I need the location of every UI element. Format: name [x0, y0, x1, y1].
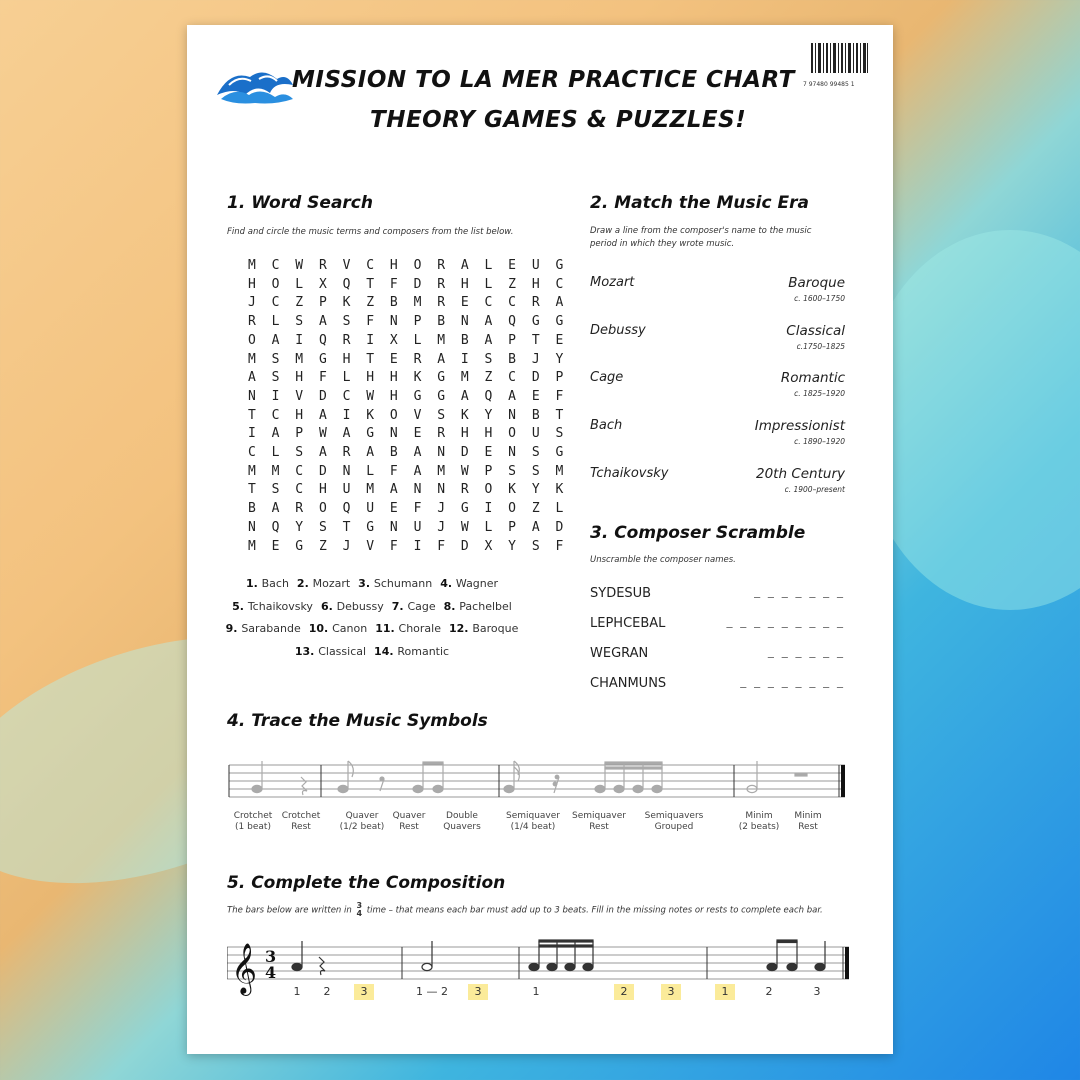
era-date: c. 1600–1750 — [794, 294, 845, 303]
beat-count: 2 — [323, 985, 331, 998]
symbol-label-line2: Quavers — [443, 822, 481, 832]
word-list-row — [207, 577, 537, 600]
symbol-label-line1: Semiquaver — [505, 811, 560, 821]
beat-count: 1 — [293, 985, 301, 998]
era-date: c.1750–1825 — [796, 341, 845, 351]
scrambled-word: LEPHCEBAL — [590, 616, 666, 631]
word-list-item — [358, 577, 432, 590]
word-text: Mozart — [312, 577, 351, 590]
word-number: 14. — [374, 645, 398, 659]
era-name[interactable]: Classical — [786, 322, 845, 339]
era-date: c. 1890–1920 — [794, 437, 845, 447]
page-title: MISSION TO LA MER PRACTICE CHART — [292, 67, 795, 93]
word-list-item — [309, 622, 367, 635]
symbol-label-line1: Minim — [794, 811, 822, 821]
barcode-icon — [811, 43, 869, 81]
beat-count: 1 — 2 — [416, 985, 448, 998]
symbol-label-line1: Semiquaver — [571, 811, 626, 821]
symbol-label-line1: Minim — [745, 811, 773, 821]
word-number: 5. — [232, 599, 248, 613]
match-era-instruction-line1: Draw a line from the composer's name to the music — [590, 226, 812, 236]
word-number: 8. — [443, 599, 460, 613]
symbol-label-line1: Double — [446, 811, 478, 821]
word-number: 9. — [225, 622, 242, 636]
scrambled-word: WEGRAN — [590, 646, 649, 661]
word-number: 10. — [308, 622, 333, 636]
beat-count: 2 — [765, 985, 773, 998]
beat-count: 3 — [813, 985, 821, 998]
answer-blanks[interactable]: _ _ _ _ _ _ _ _ _ — [726, 614, 845, 628]
symbol-label — [638, 811, 710, 833]
word-text: Classical — [318, 645, 367, 659]
word-list — [207, 577, 537, 668]
beat-count[interactable]: 3 — [468, 984, 488, 1000]
scrambled-word: SYDESUB — [590, 586, 652, 601]
time-signature-top: 3 — [356, 901, 363, 910]
answer-blanks[interactable]: _ _ _ _ _ _ — [767, 644, 845, 658]
word-text: Bach — [261, 577, 289, 590]
symbol-label — [426, 811, 498, 833]
symbol-label-line2: Rest — [798, 822, 818, 832]
symbol-label-line2: (1 beat) — [235, 822, 271, 832]
word-list-row — [207, 645, 537, 668]
section-heading-scramble: 3. Composer Scramble — [590, 523, 806, 543]
section-heading-match-era: 2. Match the Music Era — [590, 193, 809, 213]
scramble-instruction: Unscramble the composer names. — [590, 555, 736, 565]
word-text: Tchaikovsky — [247, 599, 313, 613]
background-wave — [860, 230, 1080, 610]
svg-text:𝄞: 𝄞 — [231, 943, 258, 994]
word-number: 6. — [320, 599, 337, 613]
era-name[interactable]: Impressionist — [754, 418, 845, 435]
symbol-label-line1: Crotchet — [281, 811, 321, 821]
word-list-item — [226, 622, 301, 635]
symbol-label — [563, 811, 635, 833]
word-text: Schumann — [373, 577, 433, 590]
composer-name[interactable]: Debussy — [590, 322, 646, 338]
staff-time-top: 3 — [265, 947, 277, 966]
match-era-instruction-line2: period in which they wrote music. — [590, 239, 735, 249]
era-name[interactable]: Romantic — [780, 370, 845, 387]
symbol-label-line2: Rest — [399, 822, 419, 832]
word-list-item — [440, 577, 498, 590]
word-number: 1. — [245, 577, 262, 590]
page-subtitle: THEORY GAMES & PUZZLES! — [370, 107, 747, 133]
word-number: 12. — [449, 622, 473, 636]
composer-name[interactable]: Cage — [590, 370, 624, 386]
symbol-label-line2: (1/4 beat) — [510, 822, 556, 832]
symbol-label-line1: Quaver — [392, 811, 426, 821]
word-text: Chorale — [398, 622, 441, 636]
word-text: Pachelbel — [459, 599, 512, 613]
symbol-label-line1: Crotchet — [233, 811, 273, 821]
worksheet-page — [187, 25, 893, 1054]
word-list-row — [207, 622, 537, 645]
symbol-label-line2: Grouped — [654, 822, 694, 832]
answer-blanks[interactable]: _ _ _ _ _ _ _ — [754, 584, 845, 598]
symbol-label-line2: Rest — [291, 822, 311, 832]
section-heading-composition: 5. Complete the Composition — [227, 873, 506, 893]
scrambled-word: CHANMUNS — [590, 676, 667, 691]
composer-name[interactable]: Tchaikovsky — [590, 465, 669, 481]
composer-name[interactable]: Mozart — [590, 275, 635, 290]
instruction-text-post: time – that means each bar must add up to 3 beats. Fill in the missing notes or rests to complete each bar. — [366, 905, 823, 916]
section-heading-word-search: 1. Word Search — [227, 193, 373, 213]
word-search-instruction: Find and circle the music terms and composers from the list below. — [227, 227, 514, 237]
word-list-item — [374, 645, 449, 658]
word-search-grid[interactable]: M C W R V C H O R A L E U G H O L X Q T F D R H L Z H C J C Z P K Z B M R E C C R A R L S A S F N P B N A Q G G O A I Q R I X L M B A P T E M S M G H T E R A I S B J Y A S H F L H H K G M Z C D P N I V D C W H G G A Q A E F T C H A I K O V S K Y N B T I A P W A G N E R H H O U S C L S A R A B A N D E N S G M M C D N L F A M W P S S M T S C H U M A N N R O K Y K B A R O Q U E F J G I O Z L N Q Y S T G N U J W L P A D M E G Z J V F I F D X Y S F — [248, 258, 568, 554]
beat-count[interactable]: 2 — [614, 984, 634, 1000]
word-list-item — [232, 600, 313, 613]
symbol-label — [772, 811, 844, 833]
word-number: 4. — [440, 577, 456, 590]
word-number: 2. — [296, 577, 313, 590]
symbol-label-line2: (1/2 beat) — [339, 822, 385, 832]
word-list-item — [449, 622, 518, 635]
word-number: 7. — [391, 599, 408, 613]
instruction-text-pre: The bars below are written in — [227, 905, 352, 916]
wave-logo-icon — [215, 65, 295, 107]
inline-time-signature — [356, 902, 362, 918]
word-number: 13. — [294, 645, 319, 659]
staff-time-bottom: 4 — [265, 963, 277, 982]
beat-count[interactable]: 3 — [354, 984, 374, 1000]
word-text: Canon — [332, 622, 368, 636]
era-date: c. 1900–present — [784, 484, 845, 494]
word-list-item — [297, 577, 350, 590]
trace-symbols-staff — [227, 747, 849, 807]
era-name[interactable]: 20th Century — [756, 465, 845, 482]
time-signature-bottom: 4 — [356, 909, 363, 918]
symbol-label-line2: Rest — [589, 822, 609, 832]
symbol-label-line1: Semiquavers — [644, 811, 704, 821]
word-number: 3. — [358, 577, 374, 590]
word-list-item — [392, 600, 436, 613]
era-date: c. 1825–1920 — [794, 389, 845, 399]
word-list-item — [375, 622, 441, 635]
word-list-item — [295, 645, 366, 658]
symbol-label-line2: (2 beats) — [738, 822, 780, 832]
word-text: Wagner — [455, 577, 499, 590]
answer-blanks[interactable]: _ _ _ _ _ _ _ _ — [740, 674, 845, 688]
beat-count: 1 — [532, 985, 540, 998]
composer-name[interactable]: Bach — [590, 418, 623, 434]
beat-count[interactable]: 1 — [715, 984, 735, 1000]
word-list-item — [246, 577, 289, 590]
composition-instruction — [227, 902, 823, 918]
symbol-label — [497, 811, 569, 833]
word-list-row — [207, 600, 537, 623]
word-list-item — [321, 600, 384, 613]
word-number: 11. — [375, 622, 399, 636]
beat-count[interactable]: 3 — [661, 984, 681, 1000]
era-name[interactable]: Baroque — [788, 275, 845, 291]
word-list-item — [444, 600, 512, 613]
section-heading-trace-symbols: 4. Trace the Music Symbols — [227, 711, 488, 731]
word-text: Romantic — [397, 645, 450, 659]
symbol-label-line1: Quaver — [345, 811, 379, 821]
word-text: Debussy — [336, 599, 384, 613]
word-text: Cage — [407, 599, 436, 613]
barcode-number: 7 97480 99485 1 — [803, 81, 855, 88]
word-text: Sarabande — [241, 622, 301, 636]
word-text: Baroque — [472, 622, 519, 636]
